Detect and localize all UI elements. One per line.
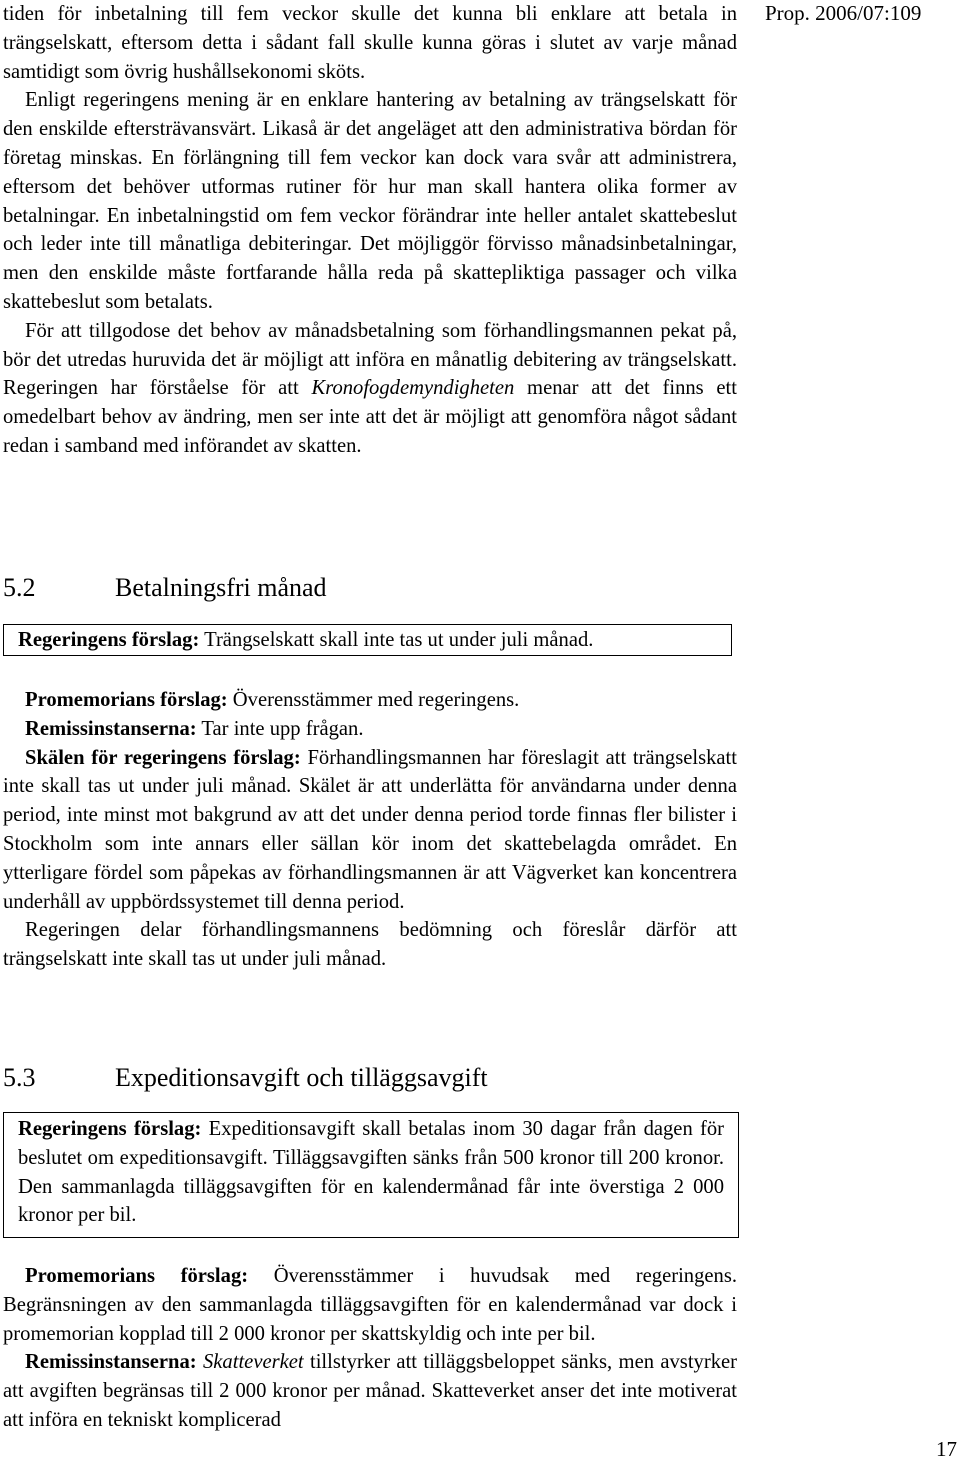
reasons-paragraph [3,744,737,917]
proposal-label: Regeringens förslag: [18,1118,202,1140]
section-number: 5.2 [3,573,36,602]
memo-text: Överensstämmer i huvudsak med regeringens. Begränsningen av den sammanlagda tilläggsavgiften för en kalendermånad var dock i promemorian kopplad till 2 000 kronor per skattskyldig och inte per bil. [3,1265,737,1345]
closing-paragraph: Regeringen delar förhandlingsmannens bedömning och föreslår därför att trängselskatt inte skall tas ut under juli månad. [3,919,737,971]
running-head: Prop. 2006/07:109 [765,1,922,25]
remiss-label: Remissinstanserna: [25,1351,197,1374]
reasons-text: Förhandlingsmannen har föreslagit att trängselskatt inte skall tas ut under juli månad. Skälet är att underlätta för användarna under denna period, inte minst mot bakgrund av att det under denna period torde finnas fler bilister i Stockholm som inte annars eller sällan kör inom det skattebelagda området. En ytterligare fördel som påpekas av förhandlingsmannen är att Vägverket kan koncentrera underhåll av uppbördssystemet till denna period. [3,746,737,913]
memo-paragraph [3,686,737,715]
intro-p3-rest: menar att det finns ett omedelbart behov av ändring, men ser inte att det är möjligt att genomföra något sådant redan i samband med införandet av skatten. [3,377,737,457]
proposal-label: Regeringens förslag: [18,629,200,651]
remiss-text: Tar inte upp frågan. [196,717,364,740]
intro-text [3,0,737,461]
proposal-body: Expeditionsavgift skall betalas inom 30 dagar från dagen för beslutet om expeditionsavgift. Tilläggsavgiften sänks från 500 kronor till 200 kronor. Den sammanlagda tilläggsavgiften för en kalendermånad får inte överstiga 2 000 kronor per bil. [18,1118,724,1227]
section-title: Betalningsfri månad [115,573,327,602]
intro-paragraph-3 [3,317,737,461]
proposal-text [18,1115,724,1230]
remiss-paragraph [3,1348,737,1434]
memo-paragraph [3,1262,737,1348]
proposal-box-5-3 [3,1112,739,1238]
section-heading-5-2 [3,572,327,604]
intro-paragraph-2: Enligt regeringens mening är en enklare hantering av betalning av trängselskatt för den enskilde eftersträvansvärt. Likaså är det angeläget att den administrativa bördan för företag minskas. En förlängning till fem veckor kan dock vara svår att administrera, eftersom det behöver utformas rutiner för hur man skall hantera olika former av betalningar. En inbetalningstid om fem veckor förändrar inte heller antalet skattebeslut och leder inte till månatliga debiteringar. Det möjliggör förvisso månadsinbetalningar, men den enskilde måste fortfarande hålla reda på skattepliktiga passager och vilka skattebeslut som betalats. [3,89,737,313]
section-5-2-body [3,686,737,974]
intro-p3-text: För att tillgodose det behov av månadsbetalning som förhandlingsmannen pekat på, bör det utredas huruvida det är möjligt att införa en månatlig debitering av trängselskatt. Regeringen har förståelse för att [3,319,737,400]
memo-text: Överensstämmer med regeringens. [227,689,520,711]
page-number: 17 [936,1437,957,1461]
proposal-body: Trängselskatt skall inte tas ut under juli månad. [199,629,594,651]
proposal-box-5-2 [3,624,732,656]
memo-label: Promemorians förslag: [25,689,228,711]
section-number: 5.3 [3,1063,36,1092]
memo-label: Promemorians förslag: [25,1265,249,1287]
proposal-text [18,626,731,655]
remiss-paragraph [3,715,737,744]
intro-p3-agency: Kronofogdemyndigheten [311,377,515,400]
section-heading-5-3 [3,1062,488,1094]
remiss-label: Remissinstanserna: [25,717,197,740]
remiss-agency: Skatteverket [203,1351,304,1374]
reasons-label: Skälen för regeringens förslag: [25,746,301,769]
remiss-text: tillstyrker att tilläggsbeloppet sänks, men avstyrker att avgiften begränsas till 2 000 kronor per månad. Skatteverket anser det inte motiverat att införa en tekniskt komplicerad [3,1351,737,1431]
section-5-3-body [3,1262,737,1435]
intro-paragraph-1: tiden för inbetalning till fem veckor skulle det kunna bli enklare att betala in trängselskatt, eftersom detta i sådant fall skulle kunna göras i slutet av varje månad samtidigt som övrig hushållsekonomi sköts. [3,3,737,83]
section-title: Expeditionsavgift och tilläggsavgift [115,1063,488,1092]
